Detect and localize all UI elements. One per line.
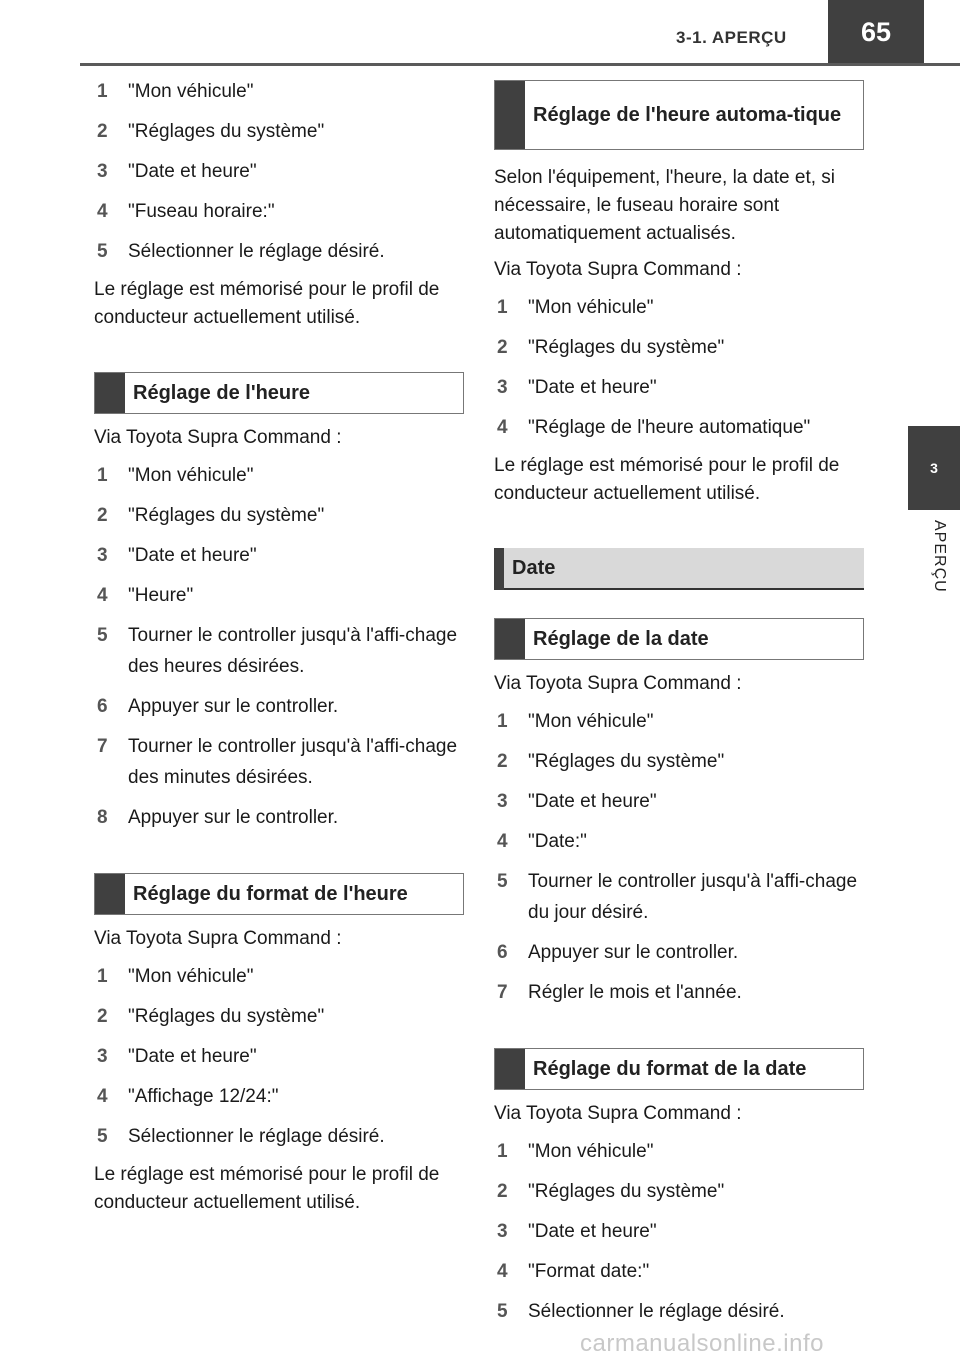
step-number: 5 bbox=[497, 1301, 508, 1322]
step-number: 3 bbox=[497, 791, 508, 812]
list-item bbox=[494, 1136, 864, 1167]
list-item bbox=[494, 1216, 864, 1247]
date-format-steps bbox=[494, 1136, 864, 1327]
list-item bbox=[494, 412, 864, 443]
list-item bbox=[494, 292, 864, 323]
date-heading: Date bbox=[494, 548, 864, 590]
list-item bbox=[494, 826, 864, 857]
step-number: 2 bbox=[497, 337, 508, 358]
time-format-steps bbox=[94, 961, 464, 1152]
page-number: 65 bbox=[828, 0, 924, 64]
list-item bbox=[94, 961, 464, 992]
section-heading-date: Réglage de la date bbox=[494, 618, 864, 660]
left-column bbox=[94, 76, 464, 1225]
list-item bbox=[94, 76, 464, 107]
list-item bbox=[94, 156, 464, 187]
step-number: 3 bbox=[97, 161, 108, 182]
step-number: 5 bbox=[497, 871, 508, 892]
list-item bbox=[94, 1001, 464, 1032]
step-number: 6 bbox=[97, 696, 108, 717]
step-number: 2 bbox=[497, 1181, 508, 1202]
list-item bbox=[494, 786, 864, 817]
step-text: Sélectionner le réglage désiré. bbox=[128, 1126, 385, 1147]
step-text: "Réglages du système" bbox=[528, 751, 725, 772]
auto-time-description: Selon l'équipement, l'heure, la date et, si nécessaire, le fuseau horaire sont automatiquement actualisés. bbox=[494, 167, 836, 244]
intro-steps bbox=[94, 76, 464, 267]
step-number: 6 bbox=[497, 942, 508, 963]
date-steps bbox=[494, 706, 864, 1008]
step-text: "Mon véhicule" bbox=[528, 297, 654, 318]
auto-time-steps bbox=[494, 292, 864, 443]
section-heading-auto-time: Réglage de l'heure automa-tique bbox=[494, 80, 864, 150]
step-number: 1 bbox=[97, 81, 108, 102]
via-command-text: Via Toyota Supra Command : bbox=[494, 673, 742, 694]
step-text: Sélectionner le réglage désiré. bbox=[528, 1301, 785, 1322]
step-text: "Date et heure" bbox=[128, 545, 257, 566]
step-number: 1 bbox=[97, 966, 108, 987]
list-item bbox=[94, 731, 464, 793]
step-text: Appuyer sur le controller. bbox=[528, 942, 739, 963]
step-text: "Fuseau horaire:" bbox=[128, 201, 275, 222]
step-text: "Date et heure" bbox=[128, 161, 257, 182]
step-number: 1 bbox=[497, 297, 508, 318]
step-number: 8 bbox=[97, 807, 108, 828]
step-number: 3 bbox=[497, 1221, 508, 1242]
step-text: Appuyer sur le controller. bbox=[128, 807, 339, 828]
list-item bbox=[94, 620, 464, 682]
list-item bbox=[94, 1081, 464, 1112]
step-text: "Mon véhicule" bbox=[128, 81, 254, 102]
chapter-tab: 3 bbox=[908, 426, 960, 510]
list-item bbox=[494, 1256, 864, 1287]
list-item bbox=[494, 332, 864, 363]
list-item bbox=[94, 802, 464, 833]
profile-note: Le réglage est mémorisé pour le profil de conducteur actuellement utilisé. bbox=[494, 455, 840, 504]
step-text: "Réglages du système" bbox=[128, 1006, 325, 1027]
section-heading-time-format: Réglage du format de l'heure bbox=[94, 873, 464, 915]
step-number: 4 bbox=[497, 417, 508, 438]
step-number: 2 bbox=[97, 505, 108, 526]
step-number: 5 bbox=[97, 241, 108, 262]
list-item bbox=[494, 706, 864, 737]
via-command-text: Via Toyota Supra Command : bbox=[494, 259, 742, 280]
step-number: 4 bbox=[497, 831, 508, 852]
section-heading-date-format: Réglage du format de la date bbox=[494, 1048, 864, 1090]
step-text: Tourner le controller jusqu'à l'affi-chage du jour désiré. bbox=[528, 871, 858, 923]
step-text: Sélectionner le réglage désiré. bbox=[128, 241, 385, 262]
list-item bbox=[94, 1041, 464, 1072]
step-number: 4 bbox=[97, 201, 108, 222]
list-item bbox=[94, 116, 464, 147]
step-text: Régler le mois et l'année. bbox=[528, 982, 742, 1003]
list-item bbox=[94, 580, 464, 611]
list-item bbox=[94, 540, 464, 571]
time-steps bbox=[94, 460, 464, 833]
step-text: Tourner le controller jusqu'à l'affi-chage des heures désirées. bbox=[128, 625, 458, 677]
profile-note: Le réglage est mémorisé pour le profil de conducteur actuellement utilisé. bbox=[94, 1164, 440, 1213]
section-heading-time: Réglage de l'heure bbox=[94, 372, 464, 414]
step-text: "Date et heure" bbox=[528, 791, 657, 812]
step-number: 3 bbox=[97, 1046, 108, 1067]
step-text: "Format date:" bbox=[528, 1261, 650, 1282]
list-item bbox=[494, 977, 864, 1008]
list-item bbox=[494, 1176, 864, 1207]
step-text: "Date et heure" bbox=[128, 1046, 257, 1067]
step-number: 4 bbox=[97, 585, 108, 606]
step-text: "Date et heure" bbox=[528, 377, 657, 398]
list-item bbox=[494, 372, 864, 403]
list-item bbox=[94, 500, 464, 531]
right-column bbox=[494, 80, 864, 1336]
step-text: "Mon véhicule" bbox=[528, 1141, 654, 1162]
step-text: "Date:" bbox=[528, 831, 587, 852]
step-number: 5 bbox=[97, 1126, 108, 1147]
list-item bbox=[94, 236, 464, 267]
step-number: 4 bbox=[97, 1086, 108, 1107]
via-command-text: Via Toyota Supra Command : bbox=[494, 1103, 742, 1124]
via-command-text: Via Toyota Supra Command : bbox=[94, 427, 342, 448]
step-text: "Mon véhicule" bbox=[128, 966, 254, 987]
step-text: "Affichage 12/24:" bbox=[128, 1086, 279, 1107]
step-text: Appuyer sur le controller. bbox=[128, 696, 339, 717]
step-text: "Date et heure" bbox=[528, 1221, 657, 1242]
step-text: "Réglage de l'heure automatique" bbox=[528, 417, 811, 438]
step-number: 2 bbox=[497, 751, 508, 772]
step-text: "Mon véhicule" bbox=[528, 711, 654, 732]
step-number: 2 bbox=[97, 121, 108, 142]
step-number: 5 bbox=[97, 625, 108, 646]
chapter-label: APERÇU bbox=[931, 520, 948, 593]
list-item bbox=[494, 1296, 864, 1327]
step-number: 4 bbox=[497, 1261, 508, 1282]
step-text: "Heure" bbox=[128, 585, 194, 606]
step-text: "Mon véhicule" bbox=[128, 465, 254, 486]
list-item bbox=[494, 866, 864, 928]
step-text: Tourner le controller jusqu'à l'affi-chage des minutes désirées. bbox=[128, 736, 458, 788]
list-item bbox=[94, 691, 464, 722]
list-item bbox=[94, 1121, 464, 1152]
step-number: 3 bbox=[97, 545, 108, 566]
list-item bbox=[494, 746, 864, 777]
step-number: 1 bbox=[497, 1141, 508, 1162]
list-item bbox=[94, 196, 464, 227]
list-item bbox=[94, 460, 464, 491]
step-number: 7 bbox=[497, 982, 508, 1003]
step-number: 1 bbox=[497, 711, 508, 732]
header-divider bbox=[80, 63, 960, 66]
step-number: 7 bbox=[97, 736, 108, 757]
step-number: 2 bbox=[97, 1006, 108, 1027]
profile-note: Le réglage est mémorisé pour le profil de conducteur actuellement utilisé. bbox=[94, 279, 440, 328]
step-text: "Réglages du système" bbox=[528, 337, 725, 358]
step-text: "Réglages du système" bbox=[528, 1181, 725, 1202]
via-command-text: Via Toyota Supra Command : bbox=[94, 928, 342, 949]
watermark-text: carmanualsonline.info bbox=[580, 1330, 824, 1357]
step-text: "Réglages du système" bbox=[128, 121, 325, 142]
section-title: 3-1. APERÇU bbox=[676, 28, 787, 47]
list-item bbox=[494, 937, 864, 968]
step-text: "Réglages du système" bbox=[128, 505, 325, 526]
step-number: 3 bbox=[497, 377, 508, 398]
step-number: 1 bbox=[97, 465, 108, 486]
